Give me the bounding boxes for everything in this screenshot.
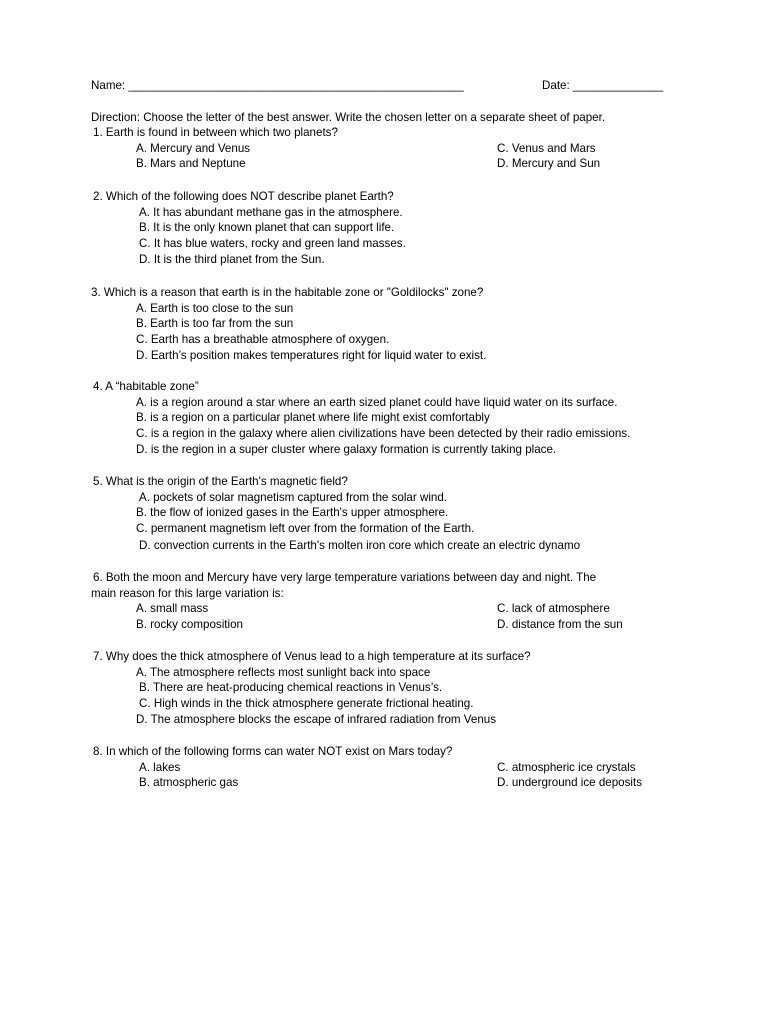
question-6-text-continued: main reason for this large variation is: (91, 586, 284, 600)
question-4-stem (0, 379, 768, 395)
question-1-option-row (0, 141, 768, 157)
question-4-option-b-line (0, 410, 768, 426)
question-2-option-c-line (0, 236, 768, 252)
question-8-text: 8. In which of the following forms can water NOT exist on Mars today? (93, 745, 453, 758)
question-6-stem-line-2 (0, 586, 768, 602)
question-4-option-c: C. is a region in the galaxy where alien civilizations have been detected by their radio emissions. (136, 427, 631, 441)
question-7-option-d: D. The atmosphere blocks the escape of infrared radiation from Venus (136, 712, 497, 726)
question-7-option-d-line (0, 712, 768, 728)
question-3-option-d-line (0, 348, 768, 364)
question-3-option-d: D. Earth’s position makes temperatures right for liquid water to exist. (136, 348, 487, 362)
question-8-option-c: C. atmospheric ice crystals (497, 760, 636, 774)
question-3-stem (0, 285, 768, 301)
question-8-option-b: B. atmospheric gas (139, 776, 239, 790)
question-2-text: 2. Which of the following does NOT describe planet Earth? (93, 190, 394, 203)
question-6-option-row (0, 617, 768, 633)
question-3-text: 3. Which is a reason that earth is in the habitable zone or "Goldilocks" zone? (91, 286, 484, 299)
question-4-option-c-line (0, 426, 768, 442)
question-6-option-b: B. rocky composition (136, 618, 243, 632)
question-8-option-row (0, 760, 768, 776)
question-5-option-a-line (0, 490, 768, 506)
question-3-option-c: C. Earth has a breathable atmosphere of oxygen. (136, 333, 390, 347)
question-4-option-a: A. is a region around a star where an earth sized planet could have liquid water on its surface. (136, 395, 618, 409)
question-2-option-b-line (0, 220, 768, 236)
question-7-option-a: A. The atmosphere reflects most sunlight back into space (136, 665, 431, 679)
question-3-option-b: B. Earth is too far from the sun (136, 317, 294, 331)
question-2-stem (0, 189, 768, 205)
question-8-option-row (0, 775, 768, 791)
question-7-stem (0, 649, 768, 665)
question-4-option-b: B. is a region on a particular planet where life might exist comfortably (136, 411, 490, 425)
question-1-option-c: C. Venus and Mars (497, 141, 596, 155)
question-2-option-b: B. It is the only known planet that can support life. (139, 221, 395, 235)
question-1-stem (0, 125, 768, 141)
question-1-text: 1. Earth is found in between which two planets? (93, 126, 338, 139)
question-8-stem (0, 744, 768, 760)
question-2-option-a: A. It has abundant methane gas in the atmosphere. (139, 205, 403, 219)
question-8-option-d: D. underground ice deposits (497, 776, 643, 790)
question-3-option-a-line (0, 301, 768, 317)
question-5-stem (0, 474, 768, 490)
question-1-option-a: A. Mercury and Venus (136, 141, 251, 155)
question-7-option-b-line (0, 680, 768, 696)
question-2-option-a-line (0, 205, 768, 221)
question-5-option-b-line (0, 505, 768, 521)
question-1-option-row (0, 156, 768, 172)
question-2-option-d-line (0, 252, 768, 268)
question-2-option-d: D. It is the third planet from the Sun. (139, 252, 325, 266)
question-6-option-a: A. small mass (136, 602, 209, 616)
question-5-option-c-line (0, 521, 768, 537)
question-5-option-a: A. pockets of solar magnetism captured from the solar wind. (139, 490, 448, 504)
question-1 (0, 125, 768, 172)
question-4-option-a-line (0, 395, 768, 411)
question-4-option-d: D. is the region in a super cluster where galaxy formation is currently taking place. (136, 442, 557, 456)
question-3-option-b-line (0, 316, 768, 332)
question-4-text: 4. A “habitable zone” (93, 380, 199, 393)
question-5 (0, 474, 768, 552)
question-1-option-b: B. Mars and Neptune (136, 157, 246, 171)
question-6-option-row (0, 601, 768, 617)
question-5-option-d-line (0, 538, 768, 554)
directions-text: Direction: Choose the letter of the best answer. Write the chosen letter on a separate sheet of paper. (91, 111, 606, 124)
question-7 (0, 649, 768, 727)
question-8 (0, 744, 768, 791)
question-6-option-c: C. lack of atmosphere (497, 602, 610, 616)
question-7-option-b: B. There are heat-producing chemical reactions in Venus’s. (139, 681, 443, 695)
question-7-option-c-line (0, 696, 768, 712)
date-field-line: Date: ______________ (542, 79, 664, 92)
question-6-text: 6. Both the moon and Mercury have very large temperature variations between day and night. The (93, 571, 597, 584)
question-2 (0, 189, 768, 267)
question-3-option-c-line (0, 332, 768, 348)
question-5-text: 5. What is the origin of the Earth's magnetic field? (93, 475, 348, 488)
question-3-option-a: A. Earth is too close to the sun (136, 301, 294, 315)
question-7-option-a-line (0, 665, 768, 681)
question-5-option-d: D. convection currents in the Earth's molten iron core which create an electric dynamo (139, 538, 581, 552)
question-4 (0, 379, 768, 457)
name-field-line: Name: ____________________________________________________ (91, 79, 464, 92)
question-7-text: 7. Why does the thick atmosphere of Venus lead to a high temperature at its surface? (93, 650, 531, 663)
question-5-option-b: B. the flow of ionized gases in the Earth's upper atmosphere. (136, 506, 449, 520)
question-8-option-a: A. lakes (139, 760, 181, 774)
question-2-option-c: C. It has blue waters, rocky and green land masses. (139, 237, 406, 251)
question-6-option-d: D. distance from the sun (497, 618, 623, 632)
question-6 (0, 570, 768, 633)
question-3 (0, 285, 768, 363)
question-1-option-d: D. Mercury and Sun (497, 157, 601, 171)
question-7-option-c: C. High winds in the thick atmosphere generate frictional heating. (139, 697, 474, 711)
question-4-option-d-line (0, 442, 768, 458)
question-5-option-c: C. permanent magnetism left over from the formation of the Earth. (136, 522, 475, 536)
question-6-stem-line-1 (0, 570, 768, 586)
